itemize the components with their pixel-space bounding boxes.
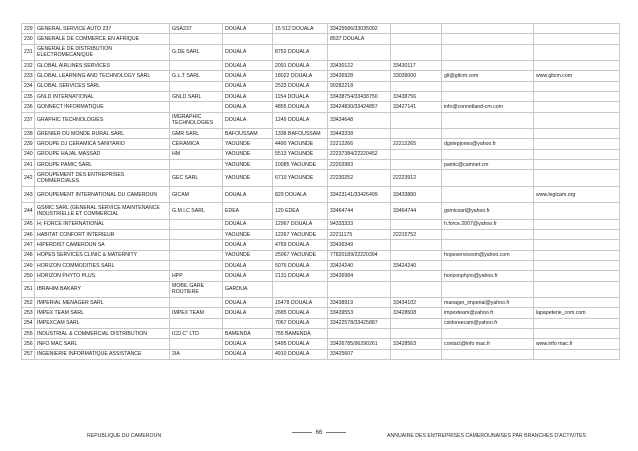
cell-ville: GAROUA [223,281,273,298]
cell-web [534,44,620,61]
cell-tel: 33425607 [328,349,391,359]
cell-tel [328,328,391,338]
cell-fax: 22215752 [391,230,442,240]
cell-no: 251 [22,281,35,298]
cell-bp: 18022 DOUALA [273,71,328,81]
cell-sigle: GEC SARL [170,170,223,187]
cell-email [442,34,534,44]
cell-bp: 1249 DOUALA [273,112,328,129]
cell-fax [391,159,442,169]
cell-tel: 33438754/33438750 [328,91,391,101]
cell-web [534,271,620,281]
cell-ville: DOUALA [223,112,273,129]
cell-email [442,91,534,101]
cell-bp: 120 EDEA [273,203,328,220]
cell-email [442,260,534,270]
cell-fax [391,81,442,91]
cell-name: H; FORCE INTERNATIONAL [35,219,170,229]
cell-fax: 33424240 [391,260,442,270]
table-row [22,281,620,298]
cell-bp: 4769 DOUALA [273,240,328,250]
cell-fax: 22223912 [391,170,442,187]
cell-bp: 25067 YAOUNDE [273,250,328,260]
table-row [22,298,620,308]
cell-name: HABITAT CONFORT INTERIEUR [35,230,170,240]
cell-sigle [170,230,223,240]
cell-name: IBRAHIM BAKARY [35,281,170,298]
cell-sigle: 2IA [170,349,223,359]
table-row [22,34,620,44]
cell-email [442,61,534,71]
cell-no: 252 [22,298,35,308]
cell-no: 244 [22,203,35,220]
cell-email: contact@info mac.fr [442,339,534,349]
cell-ville: DOUALA [223,24,273,34]
table-row [22,149,620,159]
table-row [22,250,620,260]
footer-country: REPUBLIQUE DU CAMEROUN [87,433,162,439]
cell-fax: 33433880 [391,186,442,203]
cell-fax [391,149,442,159]
page-footer [0,430,638,442]
cell-email [442,186,534,203]
cell-sigle [170,102,223,112]
cell-no: 233 [22,71,35,81]
cell-no: 242 [22,170,35,187]
cell-name: GLOBAL SERVICES SARL [35,81,170,91]
cell-name: GROUPE DJ CERAMICA SANITARIO [35,139,170,149]
cell-tel: 33424830/33424857 [328,102,391,112]
cell-web [534,61,620,71]
cell-email [442,24,534,34]
cell-email [442,44,534,61]
cell-ville: DOUALA [223,44,273,61]
cell-ville: YAOUNDE [223,170,273,187]
cell-ville: DOUALA [223,219,273,229]
footer-rule-right [326,432,346,433]
cell-tel: 22211175 [328,230,391,240]
cell-tel: 22230252 [328,170,391,187]
cell-sigle: CERAMICA [170,139,223,149]
cell-ville: DOUALA [223,240,273,250]
cell-no: 246 [22,230,35,240]
cell-ville: DOUALA [223,186,273,203]
cell-sigle: HM [170,149,223,159]
table-row [22,24,620,34]
cell-email: glt@gltcm.com [442,71,534,81]
table-row [22,129,620,139]
cell-web [534,298,620,308]
cell-ville: DOUALA [223,61,273,71]
cell-tel: 33436984 [328,271,391,281]
table-row [22,186,620,203]
cell-email: info@connetland-cm.com [442,102,534,112]
cell-tel: 33438919 [328,298,391,308]
cell-no: 250 [22,271,35,281]
cell-sigle: GSA237 [170,24,223,34]
cell-web [534,170,620,187]
cell-bp: 2533 DOUALA [273,81,328,91]
cell-name: GROUPEMENT INTERNATIONAL DU CAMEROUN [35,186,170,203]
cell-tel: 33425586/33035092 [328,24,391,34]
cell-ville: DOUALA [223,91,273,101]
cell-bp: 2091 DOUALA [273,61,328,71]
cell-tel: 99282218 [328,81,391,91]
cell-sigle: IMPEX TEAM [170,308,223,318]
cell-name: GRENIER DU MONDE RURAL SARL [35,129,170,139]
cell-no: 247 [22,240,35,250]
cell-bp: 12967 DOUALA [273,219,328,229]
cell-name: GLOBAL AIRLINES SERVICES [35,61,170,71]
cell-bp: 2131 DOUALA [273,271,328,281]
cell-name: GSMIC SARL (GENERAL SERVICE MAINTENANCE INDUSTRIELLE ET COMMERCIAL [35,203,170,220]
cell-name: INGENIERIE INFORMATIQUE ASSISTANCE [35,349,170,359]
cell-web [534,81,620,91]
cell-email: hopeservicesm@yahoo.com [442,250,534,260]
company-directory-table [21,23,620,360]
cell-tel: 33436349 [328,240,391,250]
cell-bp: 12267 YAOUNDE [273,230,328,240]
cell-web [534,203,620,220]
cell-name: IMPERIAL MENAGER SARL [35,298,170,308]
cell-no: 255 [22,328,35,338]
cell-email [442,349,534,359]
cell-email [442,129,534,139]
cell-ville: DOUALA [223,102,273,112]
cell-no: 236 [22,102,35,112]
cell-tel: 8537 DOUALA [328,34,391,44]
cell-bp [273,34,328,44]
cell-fax [391,349,442,359]
cell-name: HIPERDIST CAMEROUN SA [35,240,170,250]
cell-email: h.force.2007@yahoo.fr [442,219,534,229]
cell-sigle: HPP [170,271,223,281]
cell-email: dgstepjones@yahoo.fr [442,139,534,149]
cell-web [534,139,620,149]
cell-sigle [170,298,223,308]
cell-no: 238 [22,129,35,139]
cell-ville: YAOUNDE [223,230,273,240]
cell-fax [391,112,442,129]
cell-no: 237 [22,112,35,129]
table-row [22,112,620,129]
table-body [22,24,620,360]
cell-name: GROUPEMENT DES ENTREPRISES COMMERCIALES [35,170,170,187]
cell-no: 253 [22,308,35,318]
cell-email [442,81,534,91]
cell-ville: DOUALA [223,339,273,349]
table-row [22,91,620,101]
table-row [22,159,620,169]
cell-no: 232 [22,61,35,71]
cell-ville: DOUALA [223,349,273,359]
cell-web [534,34,620,44]
cell-fax [391,24,442,34]
cell-tel: 22212266 [328,139,391,149]
table-row [22,71,620,81]
cell-bp: 5076 DOUALA [273,260,328,270]
cell-no: 230 [22,34,35,44]
cell-tel [328,281,391,298]
cell-web [534,91,620,101]
cell-fax: 33428508 [391,308,442,318]
cell-fax: 33438756 [391,91,442,101]
cell-name: HORIZON COMMODITIES SARL [35,260,170,270]
cell-name: IMPEXCAM SARL [35,318,170,328]
cell-sigle [170,81,223,91]
cell-ville: DOUALA [223,81,273,91]
cell-bp: 829 DOUALA [273,186,328,203]
cell-name: INDUSTRIAL & COMMERCIAL DISTRIBUTION [35,328,170,338]
cell-tel: 33439553 [328,308,391,318]
cell-bp: 755 BAMENDA [273,328,328,338]
cell-name: HORIZON PHYTO PLUS [35,271,170,281]
cell-sigle: GNLD SARL [170,91,223,101]
cell-fax [391,250,442,260]
cell-email [442,240,534,250]
cell-email: impexteam@yahoo.fr [442,308,534,318]
cell-fax: 33464744 [391,203,442,220]
cell-email: pamic@camnet.cm [442,159,534,169]
cell-ville: YAOUNDE [223,250,273,260]
cell-name: GENERALE DE DISTRIBUTION ELECTROMECANIQUE [35,44,170,61]
cell-tel: 33464744 [328,203,391,220]
cell-ville [223,34,273,44]
cell-name: HOPES SERVICES CLINIC & MATERNITY [35,250,170,260]
cell-email [442,328,534,338]
table-row [22,260,620,270]
cell-web [534,24,620,34]
table-row [22,230,620,240]
cell-no: 257 [22,349,35,359]
cell-name: GNLD INTERNATIONAL [35,91,170,101]
cell-email: gsmicsarl@yahoo.fr [442,203,534,220]
cell-no: 234 [22,81,35,91]
cell-no: 231 [22,44,35,61]
cell-no: 229 [22,24,35,34]
footer-rule-left [292,432,312,433]
table-row [22,44,620,61]
cell-name: GLOBAL LEARNING AND TECHNOLOGY SARL [35,71,170,81]
cell-name: GONNECT INFORMATIQUE [35,102,170,112]
table-row [22,328,620,338]
cell-name: IMPEX TEAM SARL [35,308,170,318]
cell-fax [391,318,442,328]
cell-web [534,230,620,240]
table-row [22,61,620,71]
cell-tel: 22237384/22220452 [328,149,391,159]
cell-web: www.gltcm.com [534,71,620,81]
cell-no: 239 [22,139,35,149]
cell-fax [391,129,442,139]
cell-name: GROUPE HAJAL MASSAD [35,149,170,159]
cell-sigle [170,250,223,260]
cell-fax: 33434102 [391,298,442,308]
cell-sigle [170,339,223,349]
cell-fax: 22212265 [391,139,442,149]
cell-ville [223,318,273,328]
cell-web [534,149,620,159]
table-row [22,240,620,250]
cell-no: 256 [22,339,35,349]
cell-ville: BAFOUSSAM [223,129,273,139]
cell-web: lapapeterie_com.com [534,308,620,318]
cell-fax [391,271,442,281]
cell-sigle: G.M.I.C SARL [170,203,223,220]
table-row [22,203,620,220]
cell-sigle: GICAM [170,186,223,203]
cell-fax [391,328,442,338]
table-row [22,339,620,349]
cell-no: 235 [22,91,35,101]
cell-name: GRAPHIC TECHNOLOGIES [35,112,170,129]
cell-email: manager_imperial@yahoo.fr [442,298,534,308]
cell-name: GROUPE PAMIC SARL [35,159,170,169]
cell-bp: 8752 DOUALA [273,44,328,61]
cell-fax: 33427141 [391,102,442,112]
cell-ville: EDEA [223,203,273,220]
table-row [22,139,620,149]
cell-web [534,112,620,129]
cell-ville: DOUALA [223,298,273,308]
table-row [22,170,620,187]
table-row [22,308,620,318]
cell-web [534,159,620,169]
cell-name: GENERAL SERVICE AUTO 237 [35,24,170,34]
cell-name: INFO MAC SARL [35,339,170,349]
cell-bp: 15 512 DOUALA [273,24,328,34]
cell-no: 241 [22,159,35,169]
cell-bp: 7067 DOUALA [273,318,328,328]
cell-sigle: GMR SARL [170,129,223,139]
cell-ville: DOUALA [223,308,273,318]
cell-no: 240 [22,149,35,159]
cell-email [442,149,534,159]
cell-sigle: G.DE SARL [170,44,223,61]
cell-web: www.legicam.org [534,186,620,203]
page-number: 66 [315,430,323,436]
cell-bp: 2685 DOUALA [273,308,328,318]
cell-sigle [170,61,223,71]
cell-ville: YAOUNDE [223,159,273,169]
cell-fax [391,219,442,229]
cell-no: 245 [22,219,35,229]
cell-sigle: G.L.T SARL [170,71,223,81]
cell-no: 254 [22,318,35,328]
cell-web [534,219,620,229]
cell-tel: 33423141/33426499 [328,186,391,203]
cell-fax [391,34,442,44]
cell-fax: 33428563 [391,339,442,349]
cell-no: 249 [22,260,35,270]
table-row [22,102,620,112]
cell-bp: 1154 DOUALA [273,91,328,101]
cell-bp: 15478 DOUALA [273,298,328,308]
cell-sigle: MOBIL GARE ROUTIERE [170,281,223,298]
cell-sigle [170,260,223,270]
cell-fax [391,44,442,61]
cell-tel [328,44,391,61]
page-number-block [288,430,350,436]
cell-fax [391,240,442,250]
cell-tel: 33422578/33425887 [328,318,391,328]
footer-publication-title: ANNUAIRE DES ENTREPRISES CAMEROUNAISES PAR BRANCHES D'ACTIVITES [387,433,586,439]
table-row [22,318,620,328]
table-row [22,271,620,281]
cell-ville: YAOUNDE [223,149,273,159]
cell-web [534,102,620,112]
cell-web [534,129,620,139]
cell-fax [391,281,442,298]
cell-bp: 1338 BAFOUSSAM [273,129,328,139]
cell-bp: 5495 DOUALA [273,339,328,349]
cell-ville: BAMENDA [223,328,273,338]
cell-web [534,240,620,250]
table-row [22,219,620,229]
cell-ville: DOUALA [223,271,273,281]
cell-sigle [170,240,223,250]
cell-sigle [170,159,223,169]
cell-web [534,250,620,260]
cell-tel: 94333333 [328,219,391,229]
cell-no: 243 [22,186,35,203]
cell-ville: DOUALA [223,71,273,81]
cell-web [534,328,620,338]
cell-tel: 33436928 [328,71,391,81]
cell-bp: 4855 DOUALA [273,102,328,112]
cell-tel: 33424240 [328,260,391,270]
cell-ville: YAOUNDE [223,139,273,149]
cell-tel: 33443338 [328,129,391,139]
cell-tel: 33434648 [328,112,391,129]
cell-ville: DOUALA [223,260,273,270]
table-row [22,81,620,91]
cell-web [534,349,620,359]
cell-sigle [170,34,223,44]
cell-bp: 4490 YAOUNDE [273,139,328,149]
cell-fax: 33039000 [391,71,442,81]
table-row [22,349,620,359]
cell-bp: 6710 YAOUNDE [273,170,328,187]
cell-sigle: ICD C" LTD [170,328,223,338]
cell-email: csidoreecam@yahoo.fr [442,318,534,328]
cell-web: www.info mac.fr [534,339,620,349]
cell-email [442,170,534,187]
cell-tel: 33426785/96290261 [328,339,391,349]
cell-bp [273,281,328,298]
cell-no: 248 [22,250,35,260]
cell-tel: 77820189/22220394 [328,250,391,260]
cell-web [534,281,620,298]
cell-bp: 4910 DOUALA [273,349,328,359]
cell-sigle [170,318,223,328]
cell-email: horizonphyto@yahoo.fr [442,271,534,281]
cell-sigle: IMGRAPHIC TECHNOLOGIES [170,112,223,129]
cell-name: GENERALE DE COMMERCE EN AFRIQUE [35,34,170,44]
cell-bp: 10085 YAOUNDE [273,159,328,169]
cell-bp: 5513 YAOUNDE [273,149,328,159]
cell-web [534,260,620,270]
cell-email [442,281,534,298]
cell-web [534,318,620,328]
cell-tel: 22203983 [328,159,391,169]
cell-sigle [170,219,223,229]
cell-tel: 33430122 [328,61,391,71]
cell-email [442,112,534,129]
cell-fax: 33430117 [391,61,442,71]
cell-email [442,230,534,240]
